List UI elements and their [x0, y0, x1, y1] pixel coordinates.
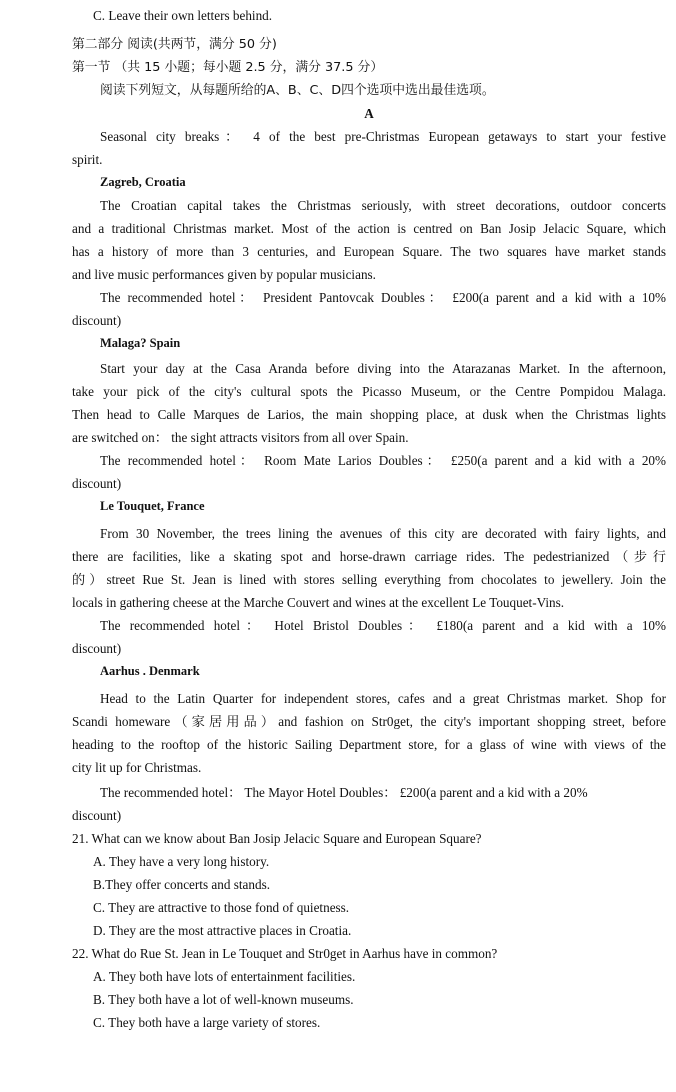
- malaga-paragraph-line: are switched on： the sight attracts visitors from all over Spain.: [72, 430, 409, 445]
- malaga-hotel: The recommended hotel： Room Mate Larios Doubles： £250(a parent and a kid with a 20%: [100, 453, 666, 468]
- question-22-option-c: C. They both have a large variety of stores.: [93, 1015, 321, 1030]
- letouquet-hotel-discount: discount): [72, 641, 122, 656]
- question-21-option-b: B.They offer concerts and stands.: [93, 877, 271, 892]
- letouquet-paragraph-line: 的）street Rue St. Jean is lined with stores selling everything from chocolates to jewellery. Join the: [72, 572, 666, 587]
- zagreb-paragraph-line: and live music performances given by popular musicians.: [72, 267, 376, 282]
- aarhus-paragraph-line: heading to the rooftop of the historic Sailing Department store, for a glass of wine with views of the: [72, 737, 666, 752]
- question-22-option-a: A. They both have lots of entertainment facilities.: [93, 969, 356, 984]
- malaga-heading: Malaga? Spain: [100, 336, 181, 350]
- intro-line-2: spirit.: [72, 152, 103, 167]
- letouquet-heading: Le Touquet, France: [100, 499, 205, 513]
- zagreb-hotel-discount: discount): [72, 313, 122, 328]
- exam-page: [72, 4, 666, 1034]
- zagreb-paragraph-line: and a traditional Christmas market. Most of the action is centred on Ban Josip Jelacic Square, which: [72, 221, 666, 236]
- question-22-stem: 22. What do Rue St. Jean in Le Touquet and Str0get in Aarhus have in common?: [72, 946, 498, 961]
- letouquet-paragraph-line: locals in gathering cheese at the Marche Couvert and wines at the excellent Le Touquet-Vins.: [72, 595, 565, 610]
- intro-line-1: Seasonal city breaks： 4 of the best pre-Christmas European getaways to start your festive: [100, 129, 666, 144]
- aarhus-paragraph-line: Head to the Latin Quarter for independent stores, cafes and a great Christmas market. Shop for: [100, 691, 666, 706]
- malaga-hotel-discount: discount): [72, 476, 122, 491]
- zagreb-hotel: The recommended hotel： President Pantovcak Doubles： £200(a parent and a kid with a 10%: [100, 290, 666, 305]
- question-22-option-b: B. They both have a lot of well-known museums.: [93, 992, 354, 1007]
- aarhus-heading: Aarhus . Denmark: [100, 664, 200, 678]
- zagreb-paragraph-line: has a history of more than 3 centuries, and European Square. The two squares have market stands: [72, 244, 666, 259]
- letouquet-paragraph-line: From 30 November, the trees lining the avenues of this city are decorated with fairy lights, and: [100, 526, 666, 541]
- malaga-paragraph-line: Then head to Calle Marques de Larios, the main shopping place, at dusk when the Christmas lights: [72, 407, 666, 422]
- aarhus-hotel-discount: discount): [72, 808, 122, 823]
- zagreb-paragraph-line: The Croatian capital takes the Christmas seriously, with street decorations, outdoor concerts: [100, 198, 666, 213]
- passage-letter: A: [364, 106, 374, 121]
- part-title: 第二部分 阅读(共两节，满分 50 分): [72, 37, 277, 52]
- question-21-option-c: C. They are attractive to those fond of quietness.: [93, 900, 350, 915]
- zagreb-heading: Zagreb, Croatia: [100, 175, 186, 189]
- aarhus-hotel: The recommended hotel： The Mayor Hotel Doubles： £200(a parent and a kid with a 20%: [100, 785, 588, 800]
- question-21-stem: 21. What can we know about Ban Josip Jelacic Square and European Square?: [72, 831, 482, 846]
- malaga-paragraph-line: Start your day at the Casa Aranda before diving into the Atarazanas Market. In the afternoon,: [100, 361, 666, 376]
- letouquet-paragraph-line: there are facilities, like a skating spot and horse-drawn carriage rides. The pedestrianized（步行: [72, 549, 666, 564]
- aarhus-paragraph-line: city lit up for Christmas.: [72, 760, 202, 775]
- section-title: 第一节 （共 15 小题；每小题 2.5 分，满分 37.5 分）: [72, 60, 384, 75]
- question-21-option-d: D. They are the most attractive places in Croatia.: [93, 923, 352, 938]
- previous-question-option-c: C. Leave their own letters behind.: [93, 8, 273, 23]
- aarhus-paragraph-line: Scandi homeware（家居用品）and fashion on Str0get, the city's important shopping street, before: [72, 714, 666, 729]
- malaga-paragraph-line: take your pick of the city's cultural spots the Picasso Museum, or the Centre Pompidou Malaga.: [72, 384, 666, 399]
- letouquet-hotel: The recommended hotel： Hotel Bristol Doubles： £180(a parent and a kid with a 10%: [100, 618, 666, 633]
- question-21-option-a: A. They have a very long history.: [93, 854, 270, 869]
- instructions: 阅读下列短文，从每题所给的A、B、C、D四个选项中选出最佳选项。: [100, 83, 495, 98]
